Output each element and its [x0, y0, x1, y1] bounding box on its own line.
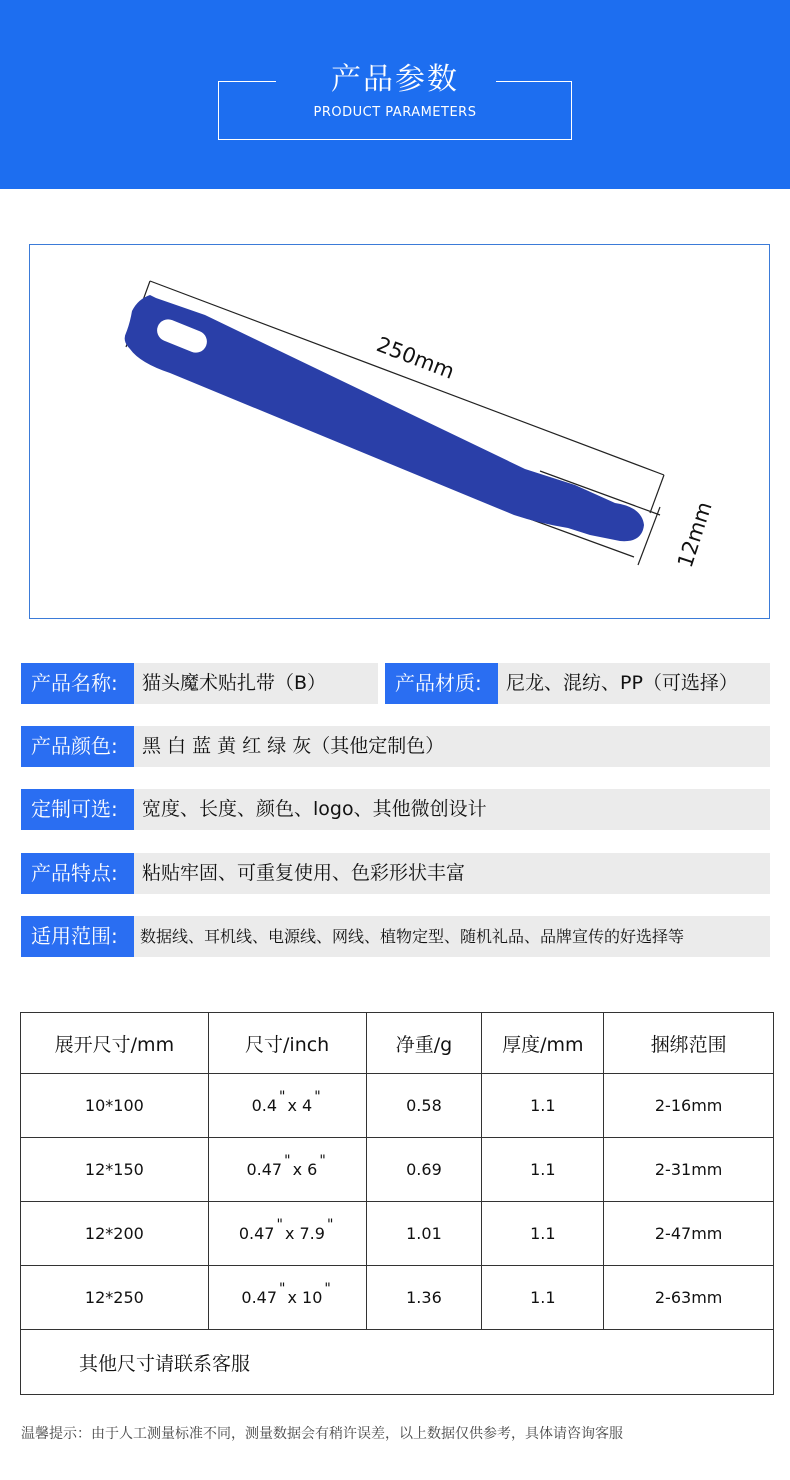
- param-material-label: 产品材质:: [385, 663, 498, 704]
- strap-shape: [125, 295, 644, 541]
- thickness-cell: 1.1: [482, 1074, 604, 1138]
- table-header-cell: 厚度/mm: [482, 1013, 604, 1074]
- thickness-cell: 1.1: [482, 1138, 604, 1202]
- size-cell: 10*100: [21, 1074, 209, 1138]
- table-header-cell: 尺寸/inch: [208, 1013, 366, 1074]
- weight-cell: 1.36: [366, 1266, 482, 1330]
- table-header-row: [21, 1013, 774, 1074]
- product-illustration: [30, 245, 771, 620]
- size-cell: 12*150: [21, 1138, 209, 1202]
- page-subtitle: PRODUCT PARAMETERS: [313, 105, 477, 120]
- param-usage-label: 适用范围:: [21, 916, 134, 957]
- range-cell: 2-16mm: [604, 1074, 774, 1138]
- length-label: 250mm: [373, 332, 458, 384]
- spec-table: [20, 1012, 774, 1395]
- inch-cell: 0.47 " x 7.9 ": [208, 1202, 366, 1266]
- inch-cell: 0.47 " x 10 ": [208, 1266, 366, 1330]
- thickness-cell: 1.1: [482, 1202, 604, 1266]
- table-header-cell: 净重/g: [366, 1013, 482, 1074]
- table-footer-note: 其他尺寸请联系客服: [21, 1330, 774, 1395]
- param-color-value: 黑 白 蓝 黄 红 绿 灰（其他定制色）: [134, 726, 770, 767]
- inch-cell: 0.4 " x 4 ": [208, 1074, 366, 1138]
- size-cell: 12*250: [21, 1266, 209, 1330]
- table-row: [21, 1138, 774, 1202]
- range-cell: 2-47mm: [604, 1202, 774, 1266]
- range-cell: 2-31mm: [604, 1138, 774, 1202]
- size-cell: 12*200: [21, 1202, 209, 1266]
- inch-cell: 0.47 " x 6 ": [208, 1138, 366, 1202]
- page-title: 产品参数: [331, 62, 459, 97]
- table-header-cell: 捆绑范围: [604, 1013, 774, 1074]
- param-feature-label: 产品特点:: [21, 853, 134, 894]
- param-usage-value: 数据线、耳机线、电源线、网线、植物定型、随机礼品、品牌宣传的好选择等: [134, 916, 770, 957]
- range-cell: 2-63mm: [604, 1266, 774, 1330]
- table-row: [21, 1202, 774, 1266]
- thickness-cell: 1.1: [482, 1266, 604, 1330]
- table-header-cell: 展开尺寸/mm: [21, 1013, 209, 1074]
- table-footer-row: [21, 1330, 774, 1395]
- table-row: [21, 1266, 774, 1330]
- weight-cell: 1.01: [366, 1202, 482, 1266]
- param-feature-value: 粘贴牢固、可重复使用、色彩形状丰富: [134, 853, 770, 894]
- table-row: [21, 1074, 774, 1138]
- width-label: 12mm: [672, 498, 717, 571]
- param-custom-label: 定制可选:: [21, 789, 134, 830]
- product-image-box: [29, 244, 770, 619]
- param-custom-value: 宽度、长度、颜色、logo、其他微创设计: [134, 789, 770, 830]
- param-name-value: 猫头魔术贴扎带（B）: [134, 663, 378, 704]
- param-material-value: 尼龙、混纺、PP（可选择）: [498, 663, 770, 704]
- param-color-label: 产品颜色:: [21, 726, 134, 767]
- weight-cell: 0.58: [366, 1074, 482, 1138]
- disclaimer-note: 温馨提示：由于人工测量标准不同，测量数据会有稍许误差，以上数据仅供参考，具体请咨询客服: [21, 1426, 623, 1442]
- weight-cell: 0.69: [366, 1138, 482, 1202]
- param-name-label: 产品名称:: [21, 663, 134, 704]
